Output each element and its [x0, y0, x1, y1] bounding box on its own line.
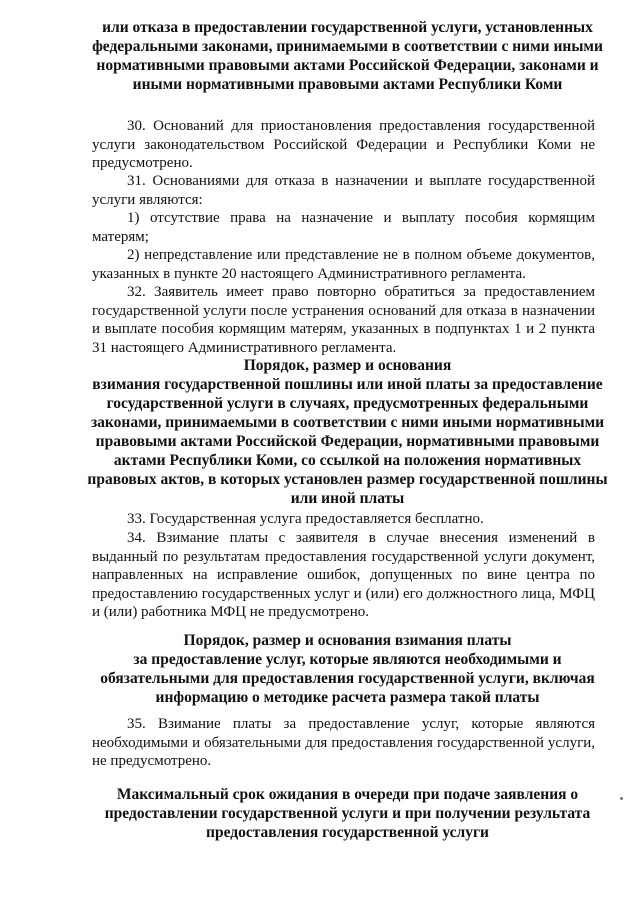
- section-heading-payment-title: Порядок, размер и основания взимания платы: [183, 632, 512, 649]
- section-heading-refusal-grounds: или отказа в предоставлении государственной услуги, установленных федеральными законами, принимаемыми в соответствии с ними иными нормативными правовыми актами Российской Федерации, законами и иными нормативными правовыми актами Республики Коми: [92, 19, 603, 93]
- paragraph-34: 34. Взимание платы с заявителя в случае внесения изменений в выданный по результатам предоставления государственной услуги документ, направленных на исправление ошибок, допущенных по вине центра по предоставлению государственных услуг и (или) его должностного лица, МФЦ и (или) работника МФЦ не предусмотрено.: [92, 530, 595, 621]
- paragraph-31-item-1: 1) отсутствие права на назначение и выплату пособия кормящим матерям;: [92, 210, 595, 245]
- section-heading-fee-title: Порядок, размер и основания: [243, 357, 452, 374]
- paragraph-31: 31. Основаниями для отказа в назначении и выплате государственной услуги являются:: [92, 173, 595, 208]
- paragraph-35: 35. Взимание платы за предоставление услуг, которые являются необходимыми и обязательными для предоставления государственной услуги, не предусмотрено.: [92, 716, 595, 770]
- scan-speck: [620, 797, 623, 800]
- section-heading-fee-body: взимания государственной пошлины или иной платы за предоставление государственной услуги в случаях, предусмотренных федеральными законами, принимаемыми в соответствии с ними иными нормативными правовыми актами Российской Федерации, нормативными правовыми актами Республики Коми, со ссылкой на положения нормативных правовых актов, в которых установлен размер государственной пошлины или иной платы: [87, 376, 608, 507]
- section-heading-payment-body: за предоставление услуг, которые являются необходимыми и обязательными для предоставления государственной услуги, включая информацию о методике расчета размера такой платы: [100, 651, 595, 706]
- paragraph-30: 30. Оснований для приостановления предоставления государственной услуги законодательством Российской Федерации и Республики Коми не предусмотрено.: [92, 118, 595, 172]
- paragraph-32: 32. Заявитель имеет право повторно обратиться за предоставлением государственной услуги после устранения оснований для отказа в назначении и выплате пособия кормящим матерям, указанных в подпунктах 1 и 2 пункта 31 настоящего Административного регламента.: [92, 284, 595, 356]
- paragraph-33: 33. Государственная услуга предоставляется бесплатно.: [127, 511, 484, 527]
- section-heading-queue-wait: Максимальный срок ожидания в очереди при подаче заявления о предоставлении государственной услуги и при получении результата предоставления государственной услуги: [104, 786, 591, 841]
- paragraph-31-item-2: 2) непредставление или представление не в полном объеме документов, указанных в пункте 20 настоящего Административного регламента.: [92, 247, 595, 282]
